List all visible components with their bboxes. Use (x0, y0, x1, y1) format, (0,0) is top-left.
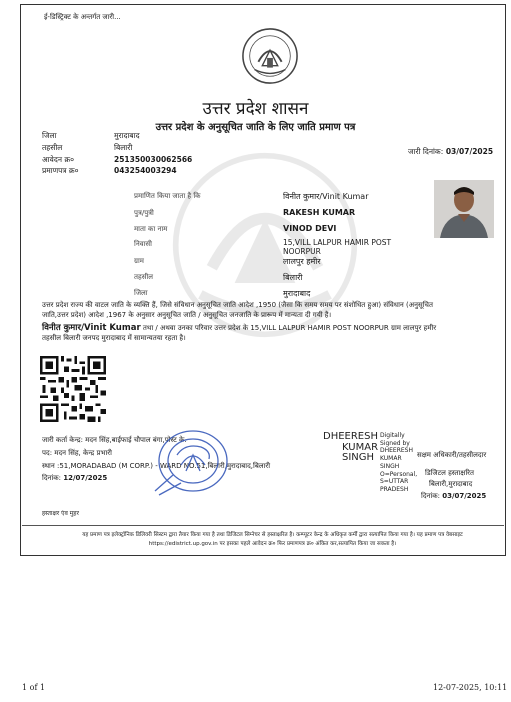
officer-title: सक्षम अधिकारी/तहसीलदार (417, 451, 487, 459)
officer-date-value: 03/07/2025 (442, 492, 487, 500)
field-value-village: लालपुर हमीर (283, 257, 321, 266)
field-label: पुत्र/पुत्री (134, 209, 154, 217)
signature-detail: KUMAR (380, 455, 402, 463)
field-value-district: मुरादाबाद (283, 289, 311, 298)
district-value: मुरादाबाद (114, 131, 140, 140)
certificate-label: प्रमाणपत्र क्र० (42, 166, 79, 175)
page-number: 1 of 1 (22, 683, 46, 692)
signature-detail: S=UTTAR (380, 478, 409, 486)
print-timestamp: 12-07-2025, 10:11 (433, 683, 508, 692)
field-value-address: 15,VILL LALPUR HAMIR POST (283, 238, 392, 247)
caste-paragraph (42, 300, 508, 320)
tehsil-value: बिलारी (114, 143, 133, 152)
signer-name-line2: KUMAR (342, 441, 379, 453)
caste-paragraph-line2: जाति,उत्तर प्रदेश) आदेश ,1967 के अनुसार अनुसूचित जाति / अनुसूचित जनजाति के प्रारूप में मान्यता दी गयी है। (42, 311, 332, 319)
signature-detail: Digitally (380, 432, 405, 439)
certificate-subtitle: उत्तर प्रदेश के अनुसूचित जाति के लिए जाति प्रमाण पत्र (155, 122, 356, 133)
application-value: 251350030062566 (114, 155, 193, 164)
field-label: निवासी (134, 240, 152, 248)
residence-line1: तथा / अथवा उनका परिवार उत्तर प्रदेश के 15,VILL LALPUR HAMIR POST NOORPUR ग्राम लालपुर हमीर (140, 324, 437, 332)
issue-date-value: 03/07/2025 (445, 147, 494, 156)
header-note: ई-डिस्ट्रिक्ट के अन्तर्गत जारी... (44, 13, 121, 21)
field-value-tehsil: बिलारी (283, 273, 303, 282)
issuer-post: पद: मदन सिंह, केन्द्र प्रभारी (42, 449, 112, 457)
footnote-line2: https://edistrict.up.gov.in पर इसका पहले आवेदन क्र० फिर प्रमाणपत्र क्र० अंकित कर,सत्यापित किया जा सकता है। (148, 541, 397, 547)
application-label: आवेदन क्र० (42, 155, 75, 164)
issuer-date-value: 12/07/2025 (63, 474, 108, 482)
district-label: जिला (42, 131, 57, 140)
field-label: प्रमाणित किया जाता है कि (134, 192, 201, 200)
footer-divider (22, 525, 504, 526)
signer-name-line3: SINGH (342, 452, 375, 463)
caste-paragraph-line1: उत्तर प्रदेश राज्य की वाटल जाति के व्यक्ति हैं, जिसे संविधान अनुसूचित जाति आदेश ,1950 (जैसा कि समय समय पर संशोधित हुआ) संविधान (अनुसूचित (42, 301, 433, 309)
issue-date-label: जारी दिनांक: (408, 147, 444, 156)
field-label: माता का नाम (134, 225, 168, 233)
issuer-date-label: दिनांक: (42, 474, 61, 482)
qr-code-icon (40, 356, 106, 422)
field-value-father: RAKESH KUMAR (283, 208, 356, 217)
signature-detail: PRADESH (380, 485, 409, 493)
issuer-centre: जारी कर्ता केन्द्र: मदन सिंह,बाईफाई चौपाल बंगा,पोस्ट के. (42, 436, 187, 444)
officer-date-label: दिनांक: (421, 492, 440, 500)
field-label: जिला (134, 289, 148, 297)
footnote-line1: यह प्रमाण पत्र इलेक्ट्रॉनिक डिलिवरी सिस्टम द्वारा तैयार किया गया है तथा डिजिटल सिग्नेचर से हस्ताक्षरित है। कम्प्यूटर केन्द्र के अधिकृत कर्मी द्वारा सत्यापित किया गया है। यह प्रमाण पत्र वेबसाइट (82, 532, 463, 538)
official-seal-stamp (151, 425, 231, 501)
signature-detail: SINGH (380, 462, 400, 470)
sign-and-seal-note: हस्ताक्षर एंव मुहर (42, 510, 79, 517)
residence-paragraph (42, 323, 508, 343)
signature-detail: DHEERESH (380, 447, 413, 455)
issue-date (408, 147, 493, 157)
digital-signature-name (323, 432, 378, 464)
certificate-value: 043254003294 (114, 166, 177, 175)
officer-location: बिलारी,मुरादाबाद (429, 480, 473, 488)
officer-date (421, 492, 486, 501)
field-label: ग्राम (134, 257, 144, 265)
digitally-signed-label: डिजिटल हस्ताक्षरित (425, 469, 474, 477)
applicant-photo (434, 180, 494, 238)
tehsil-label: तहसील (42, 143, 63, 152)
issuer-date (42, 474, 107, 483)
field-value-mother: VINOD DEVI (283, 224, 337, 233)
field-value-name: विनीत कुमार/Vinit Kumar (283, 192, 369, 201)
digital-signature-details (380, 432, 417, 494)
signer-name-line1: DHEERESH (323, 431, 378, 442)
signature-detail: Signed by (380, 439, 410, 447)
applicant-name-bold: विनीत कुमार/Vinit Kumar (42, 323, 141, 333)
issuer-place: स्थान :51,MORADABAD (M CORP.) - WARD NO.51,बिलारी,मुरादाबाद,बिलारी (42, 462, 271, 470)
person-photo-icon (434, 180, 494, 238)
page-title: उत्तर प्रदेश शासन (202, 99, 309, 119)
up-emblem-icon (241, 27, 299, 85)
signature-detail: O=Personal, (380, 470, 418, 478)
residence-line2: तहसील बिलारी जनपद मुरादाबाद में सामान्यतया रहता है। (42, 334, 186, 342)
field-label: तहसील (134, 273, 153, 281)
field-value-address-line2: NOORPUR (283, 247, 321, 256)
